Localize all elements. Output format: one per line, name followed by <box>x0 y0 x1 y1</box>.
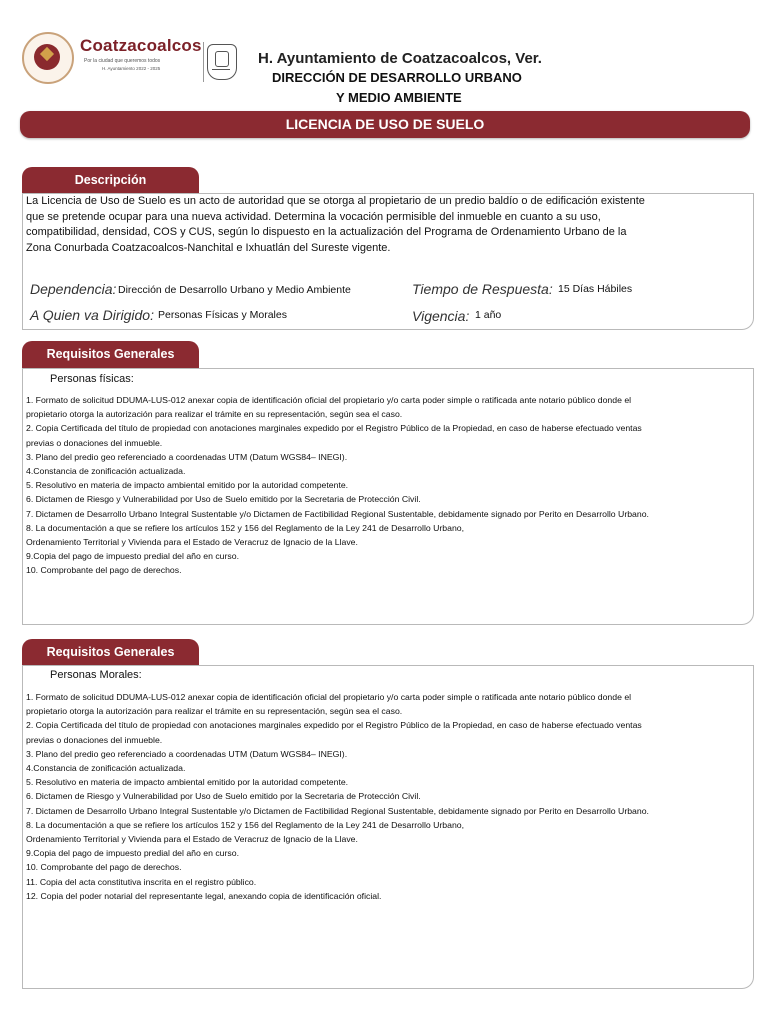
list-item: 3. Plano del predio geo referenciado a coordenadas UTM (Datum WGS84– INEGI). <box>26 748 348 759</box>
tiempo-label: Tiempo de Respuesta: <box>412 281 553 297</box>
subtitle-personas-morales: Personas Morales: <box>50 669 142 681</box>
list-item: 7. Dictamen de Desarrollo Urbano Integral Sustentable y/o Dictamen de Factibilidad Regional Sustentable, debidamente signado por Perito en Desarrollo Urbano. <box>26 508 649 519</box>
list-item: 8. La documentación a que se refiere los artículos 152 y 156 del Reglamento de la Ley 241 de Desarrollo Urbano, <box>26 819 465 830</box>
list-item: 12. Copia del poder notarial del representante legal, anexando copia de identificación oficial. <box>26 890 382 901</box>
header-divider <box>203 42 204 82</box>
list-item: 6. Dictamen de Riesgo y Vulnerabilidad por Uso de Suelo emitido por la Secretaria de Protección Civil. <box>26 791 421 802</box>
brand-period: H. Ayuntamiento 2022 - 2025 <box>102 66 161 71</box>
list-item: 1. Formato de solicitud DDUMA-LUS-012 anexar copia de identificación oficial del propietario y/o carta poder simple o ratificada ante notario público donde el <box>26 692 632 702</box>
vigencia-value: 1 año <box>475 309 502 321</box>
dirigido-value: Personas Físicas y Morales <box>158 309 287 321</box>
coat-of-arms-icon <box>22 32 74 84</box>
list-item: 6. Dictamen de Riesgo y Vulnerabilidad por Uso de Suelo emitido por la Secretaria de Protección Civil. <box>26 494 421 505</box>
dependencia-label: Dependencia: <box>30 281 117 297</box>
tiempo-value: 15 Días Hábiles <box>558 283 633 295</box>
header-line-2: DIRECCIÓN DE DESARROLLO URBANO <box>272 70 522 85</box>
descripcion-text: La Licencia de Uso de Suelo es un acto de autoridad que se otorga al propietario de un predio baldío o de edificación existente que se pretende ocupar para una nueva actividad. Determina la vocación permisible del inmueble en cuanto a su uso, compatibilidad, densidad, COS y CUS, según lo dispuesto en la actualización del Programa de Ordenamiento Urbano de la Zona Conurbada Coatzacoalcos-Nanchital e Ixhuatlán del Sureste vigente. <box>26 195 645 254</box>
seal-icon <box>207 44 237 80</box>
list-item: previas o donaciones del inmueble. <box>26 437 163 448</box>
tab-descripcion: Descripción <box>22 167 199 194</box>
list-item: propietario otorga la autorización para realizar el trámite en su representación, según sea el caso. <box>26 706 403 717</box>
brand-name: Coatzacoalcos <box>80 36 202 55</box>
municipal-logo <box>22 32 202 88</box>
list-item: 4.Constancia de zonificación actualizada. <box>26 763 186 774</box>
brand-tagline: Por la ciudad que queremos todos <box>84 58 161 64</box>
list-item: Ordenamiento Territorial y Vivienda para el Estado de Veracruz de Ignacio de la Llave. <box>26 537 358 548</box>
vigencia-label: Vigencia: <box>412 308 470 324</box>
list-item: 2. Copia Certificada del título de propiedad con anotaciones marginales expedido por el Registro Público de la Propiedad, en caso de haberse efectuado ventas <box>26 423 642 434</box>
list-item: propietario otorga la autorización para realizar el trámite en su representación, según sea el caso. <box>26 409 403 420</box>
list-item: 11. Copia del acta constitutiva inscrita en el registro público. <box>26 876 257 887</box>
list-item: 8. La documentación a que se refiere los artículos 152 y 156 del Reglamento de la Ley 241 de Desarrollo Urbano, <box>26 522 465 533</box>
header-line-1: H. Ayuntamiento de Coatzacoalcos, Ver. <box>258 50 542 67</box>
subtitle-personas-fisicas: Personas físicas: <box>50 373 134 385</box>
list-item: 5. Resolutivo en materia de impacto ambiental emitido por la autoridad competente. <box>26 777 349 788</box>
list-item: 2. Copia Certificada del título de propiedad con anotaciones marginales expedido por el Registro Público de la Propiedad, en caso de haberse efectuado ventas <box>26 720 642 731</box>
header-line-3: Y MEDIO AMBIENTE <box>336 90 462 105</box>
list-item: 4.Constancia de zonificación actualizada. <box>26 466 186 477</box>
tab-requisitos-fisicas: Requisitos Generales <box>22 341 199 368</box>
list-item: 9.Copia del pago de impuesto predial del año en curso. <box>26 551 239 562</box>
list-item: 1. Formato de solicitud DDUMA-LUS-012 anexar copia de identificación oficial del propietario y/o carta poder simple o ratificada ante notario público donde el <box>26 395 632 405</box>
requisitos-morales-list <box>26 690 649 903</box>
list-item: 3. Plano del predio geo referenciado a coordenadas UTM (Datum WGS84– INEGI). <box>26 451 348 462</box>
tab-requisitos-morales: Requisitos Generales <box>22 639 199 666</box>
requisitos-fisicas-list <box>26 393 649 578</box>
list-item: 7. Dictamen de Desarrollo Urbano Integral Sustentable y/o Dictamen de Factibilidad Regional Sustentable, debidamente signado por Perito en Desarrollo Urbano. <box>26 805 649 816</box>
list-item: 10. Comprobante del pago de derechos. <box>26 565 182 576</box>
list-item: 5. Resolutivo en materia de impacto ambiental emitido por la autoridad competente. <box>26 480 349 491</box>
dependencia-value: Dirección de Desarrollo Urbano y Medio Ambiente <box>118 284 351 296</box>
list-item: Ordenamiento Territorial y Vivienda para el Estado de Veracruz de Ignacio de la Llave. <box>26 834 358 845</box>
list-item: 10. Comprobante del pago de derechos. <box>26 862 182 873</box>
list-item: previas o donaciones del inmueble. <box>26 734 163 745</box>
dirigido-label: A Quien va Dirigido: <box>30 307 154 323</box>
list-item: 9.Copia del pago de impuesto predial del año en curso. <box>26 848 239 859</box>
document-title-bar <box>20 111 750 138</box>
document-title: LICENCIA DE USO DE SUELO <box>285 116 485 132</box>
